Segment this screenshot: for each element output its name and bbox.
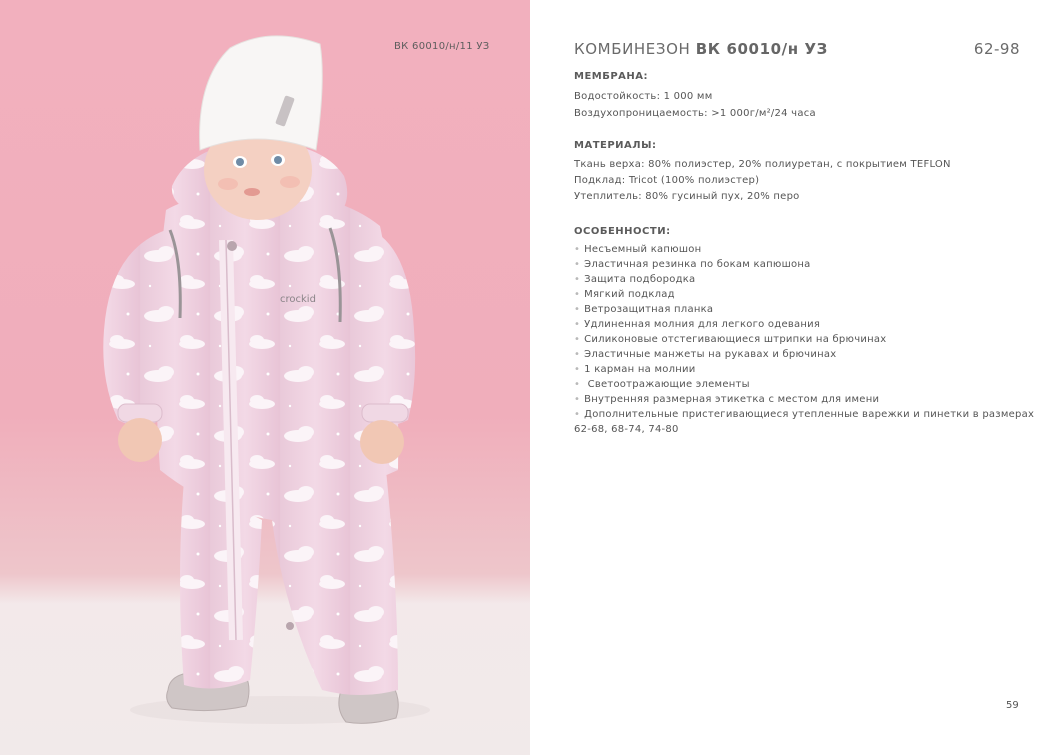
feature-item	[574, 289, 1024, 300]
feature-item	[574, 259, 1024, 270]
feature-label: Мягкий подклад	[584, 289, 675, 300]
bullet-icon: •	[574, 349, 581, 360]
membrane-section	[574, 71, 1024, 119]
feature-label: Удлиненная молния для легкого одевания	[584, 319, 821, 330]
membrane-heading: МЕМБРАНА:	[574, 71, 649, 82]
feature-label: Эластичные манжеты на рукавах и брючинах	[584, 349, 837, 360]
feature-continuation: 62-68, 68-74, 74-80	[574, 424, 679, 435]
feature-item	[574, 244, 1024, 255]
brand-logo: crockid	[280, 294, 316, 305]
page-number: 59	[1006, 700, 1019, 711]
bullet-icon: •	[574, 244, 581, 255]
membrane-line: Воздухопроницаемость: >1 000г/м²/24 часа	[574, 108, 816, 119]
features-section	[574, 226, 1035, 435]
title-code: ВК 60010/н УЗ	[695, 40, 828, 58]
bullet-icon: •	[574, 334, 581, 345]
bullet-icon: •	[574, 364, 581, 375]
product-title	[574, 40, 828, 58]
feature-item	[574, 274, 1024, 285]
bullet-icon: •	[574, 379, 581, 390]
bullet-icon: •	[574, 289, 581, 300]
materials-line: Утеплитель: 80% гусиный пух, 20% перо	[574, 191, 800, 202]
bullet-icon: •	[574, 394, 581, 405]
feature-item	[574, 319, 1024, 330]
feature-item	[574, 304, 1024, 315]
white-hat	[200, 36, 323, 150]
bullet-icon: •	[574, 259, 581, 270]
feature-label: Защита подбородка	[584, 274, 696, 285]
materials-line: Ткань верха: 80% полиэстер, 20% полиуретан, с покрытием TEFLON	[574, 159, 951, 170]
feature-label: Ветрозащитная планка	[584, 304, 714, 315]
feature-item	[574, 349, 1024, 360]
materials-section	[574, 140, 1024, 202]
bullet-icon: •	[574, 304, 581, 315]
product-title-row	[574, 40, 1020, 60]
feature-label: Силиконовые отстегивающиеся штрипки на брючинах	[584, 334, 887, 345]
membrane-line: Водостойкость: 1 000 мм	[574, 91, 713, 102]
materials-heading: МАТЕРИАЛЫ:	[574, 140, 657, 151]
feature-label: 1 карман на молнии	[584, 364, 696, 375]
feature-item	[574, 364, 1024, 375]
feature-list	[574, 244, 1035, 420]
feature-label: Дополнительные пристегивающиеся утепленные варежки и пинетки в размерах	[584, 409, 1035, 420]
feature-item	[574, 379, 1024, 390]
bullet-icon: •	[574, 319, 581, 330]
bullet-icon: •	[574, 274, 581, 285]
feature-label: Эластичная резинка по бокам капюшона	[584, 259, 811, 270]
features-heading: ОСОБЕННОСТИ:	[574, 226, 671, 237]
feature-item	[574, 334, 1024, 345]
title-prefix: КОМБИНЕЗОН	[574, 40, 696, 58]
feature-label: Светоотражающие элементы	[584, 379, 750, 390]
feature-item	[574, 409, 1035, 420]
size-range: 62-98	[973, 40, 1020, 58]
feature-item	[574, 394, 1024, 405]
materials-line: Подклад: Tricot (100% полиэстер)	[574, 175, 760, 186]
feature-label: Несъемный капюшон	[584, 244, 702, 255]
feature-label: Внутренняя размерная этикетка с местом для имени	[584, 394, 880, 405]
bullet-icon: •	[574, 409, 581, 420]
photo-sku-label: ВК 60010/н/11 УЗ	[394, 41, 490, 52]
